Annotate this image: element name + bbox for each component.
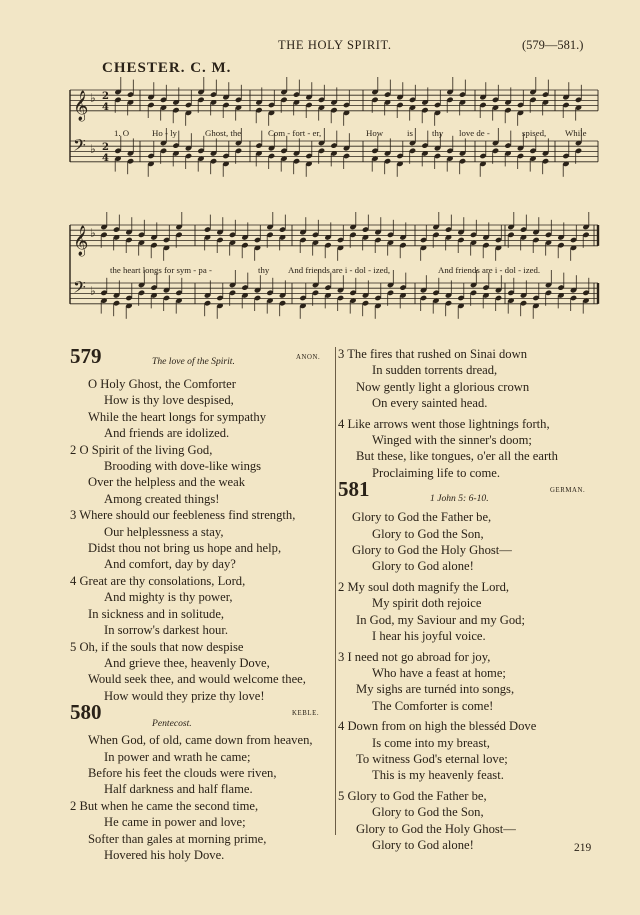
lyric-syllable: Com - fort - er,: [268, 128, 322, 138]
verse-line: And comfort, day by day?: [104, 557, 236, 572]
verse-line: My sighs are turnéd into songs,: [356, 682, 515, 697]
verse-line: 3 Where should our feebleness find strength,: [70, 508, 296, 523]
hymn-author: GERMAN.: [550, 487, 586, 495]
lyric-syllable: And friends are i - dol - ized.: [438, 265, 541, 275]
verse-line: 4 Down from on high the blesséd Dove: [338, 719, 537, 734]
bass-clef-icon: 𝄢: [73, 277, 86, 301]
verse-line: Now gently light a glorious crown: [356, 379, 530, 394]
lyric-syllable: the heart longs for sym - pa -: [110, 265, 212, 275]
verse-line: O Holy Ghost, the Comforter: [88, 377, 236, 391]
verse-line: How is thy love despised,: [104, 393, 234, 408]
time-signature-top: 2: [102, 142, 109, 153]
verse-line: On every sainted head.: [372, 396, 488, 411]
bass-clef-icon: 𝄢: [73, 135, 86, 159]
verse-line: 5 Oh, if the souls that now despise: [70, 639, 244, 654]
time-signature-bottom: 4: [102, 102, 109, 113]
verse-line: When God, of old, came down from heaven,: [88, 733, 313, 748]
verse-line: Brooding with dove-like wings: [104, 459, 262, 474]
verse-line: And grieve thee, heavenly Dove,: [104, 655, 270, 670]
verse-line: In sickness and in solitude,: [88, 606, 225, 621]
verse-line: And friends are idolized.: [104, 426, 230, 441]
lyric-syllable: spised,: [522, 128, 547, 138]
lyric-syllable: Ho - ly: [152, 128, 177, 138]
verse-line: While the heart longs for sympathy: [88, 409, 267, 424]
verse-line: I hear his joyful voice.: [372, 629, 486, 644]
running-header-title: THE HOLY SPIRIT.: [278, 38, 392, 52]
verse-line: He came in power and love;: [104, 815, 246, 830]
hymn-number: 581: [338, 477, 370, 502]
verse-line: Softer than gales at morning prime,: [88, 831, 267, 846]
verse-line: Among created things!: [104, 491, 220, 506]
lyric-syllable: And friends are i - dol - ized,: [288, 265, 391, 275]
verse-line: Over the helpless and the weak: [88, 475, 246, 490]
lyric-syllable: Ghost, the: [205, 128, 242, 138]
hymn-header-580: [70, 700, 332, 732]
lyric-syllable: While: [565, 128, 587, 138]
right-column: [338, 346, 608, 853]
treble-clef-icon: 𝄞: [73, 225, 89, 256]
verse-line: Glory to God the Holy Ghost—: [352, 543, 512, 558]
left-column: [70, 344, 332, 863]
verse-line: 2 O Spirit of the living God,: [70, 442, 213, 457]
flat-sign-icon: ♭: [90, 226, 96, 240]
verse-line: 4 Like arrows went those lightnings forth,: [338, 416, 550, 431]
hymn-subtitle: 1 John 5: 6-10.: [430, 493, 489, 505]
verse-line: Half darkness and half flame.: [104, 782, 253, 797]
hymn-number: 579: [70, 344, 102, 368]
verse-line: 2 My soul doth magnify the Lord,: [338, 579, 510, 594]
flat-sign-icon: ♭: [90, 142, 96, 156]
hymn-author: ANON.: [296, 354, 321, 361]
verse-line: In sudden torrents dread,: [372, 363, 498, 378]
page-number: 219: [574, 842, 592, 854]
verse-line: Hovered his holy Dove.: [104, 847, 225, 862]
lyric-syllable: love de -: [459, 128, 490, 138]
lyric-syllable: 1. O: [114, 128, 130, 138]
verse-line: Would seek thee, and would welcome thee,: [88, 672, 306, 687]
flat-sign-icon: ♭: [90, 284, 96, 298]
verse-line: 2 But when he came the second time,: [70, 798, 259, 813]
verse-line: Glory to God alone!: [372, 837, 474, 852]
music-score: [0, 0, 640, 340]
verse-line: Before his feet the clouds were riven,: [88, 765, 277, 780]
verse-line: Glory to God the Holy Ghost—: [356, 821, 516, 836]
verse-line: In God, my Saviour and my God;: [356, 612, 525, 627]
verse-line: In power and wrath he came;: [104, 749, 251, 764]
flat-sign-icon: ♭: [90, 91, 96, 105]
hymn-header-579: [70, 344, 332, 376]
verse-line: Proclaiming life to come.: [372, 465, 501, 480]
hymn-header-581: [338, 477, 608, 509]
treble-clef-icon: 𝄞: [73, 90, 89, 121]
verse-line: Didst thou not bring us hope and help,: [88, 541, 282, 556]
lyric-syllable: is: [407, 128, 413, 138]
verse-line: 3 The fires that rushed on Sinai down: [338, 347, 527, 361]
verse-line: But these, like tongues, o'er all the earth: [356, 449, 558, 464]
verse-line: 4 Great are thy consolations, Lord,: [70, 573, 246, 588]
time-signature-bottom: 4: [102, 153, 109, 164]
verse-line: Our helplessness a stay,: [104, 524, 224, 539]
lyric-syllable: thy: [258, 265, 270, 275]
verse-line: Glory to God the Son,: [372, 526, 484, 541]
tune-name: CHESTER. C. M.: [102, 60, 232, 76]
verse-line: The Comforter is come!: [372, 698, 494, 713]
verse-line: In sorrow's darkest hour.: [104, 623, 228, 638]
lyric-syllable: How: [366, 128, 384, 138]
verse-line: Winged with the sinner's doom;: [372, 433, 532, 448]
verse-line: 5 Glory to God the Father be,: [338, 788, 487, 803]
time-signature-top: 2: [102, 91, 109, 102]
hymn-number: 580: [70, 700, 102, 725]
verse-line: Glory to God alone!: [372, 559, 474, 574]
verse-line: To witness God's eternal love;: [356, 751, 508, 766]
hymn-subtitle: The love of the Spirit.: [152, 356, 235, 367]
verse-line: 3 I need not go abroad for joy,: [338, 649, 491, 664]
verse-line: Is come into my breast,: [372, 735, 490, 750]
verse-line: Glory to God the Son,: [372, 805, 484, 820]
verse-line: My spirit doth rejoice: [372, 596, 482, 611]
lyric-syllable: thy: [432, 128, 444, 138]
hymn-subtitle: Pentecost.: [152, 718, 192, 730]
column-divider: [335, 347, 336, 835]
verse-line: Who have a feast at home;: [372, 665, 506, 680]
hymn-author: KEBLE.: [292, 710, 320, 718]
running-header-range: (579—581.): [522, 38, 584, 52]
verse-line: How would they prize thy love!: [104, 688, 265, 703]
verse-line: This is my heavenly feast.: [372, 768, 504, 783]
verse-line: And mighty is thy power,: [104, 590, 233, 605]
verse-line: Glory to God the Father be,: [352, 510, 492, 525]
